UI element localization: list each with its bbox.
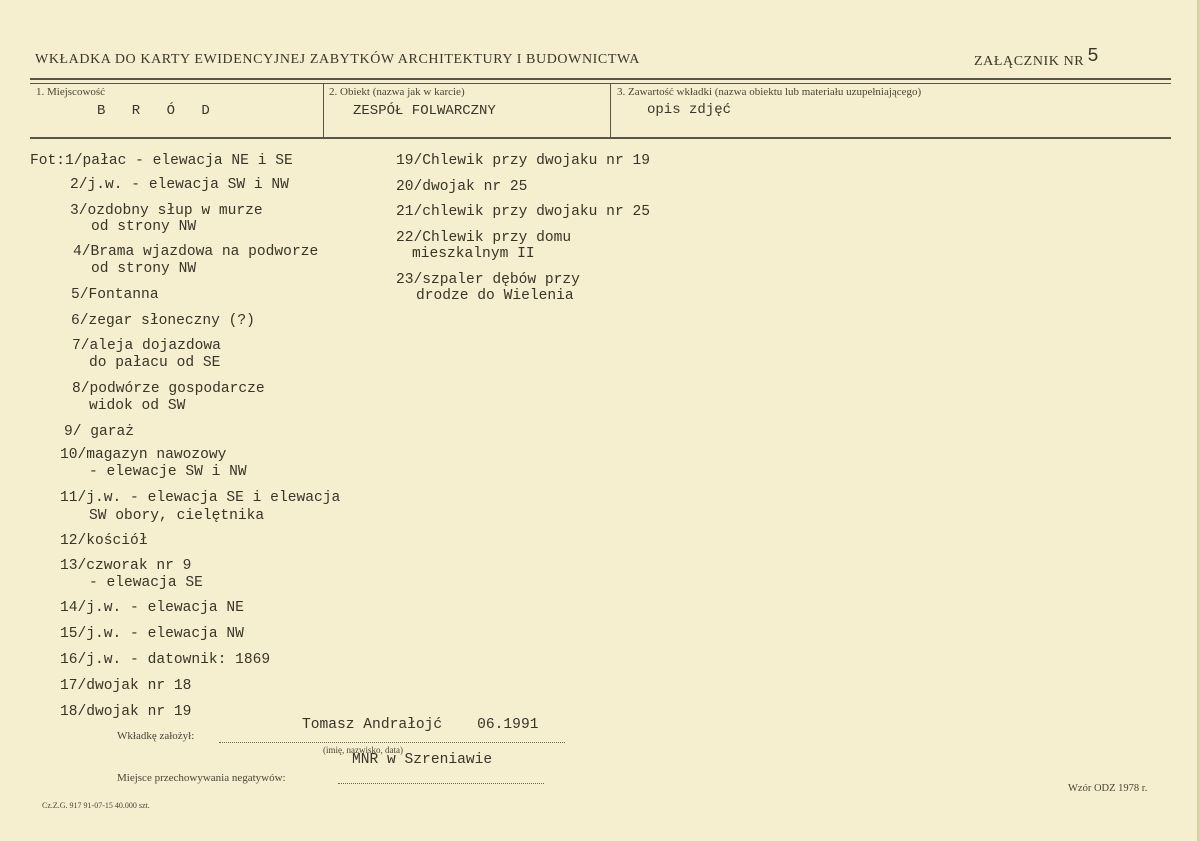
contents-value: opis zdjęć (647, 102, 732, 118)
created-by-label: Wkładkę założył: (117, 730, 195, 742)
object-label: 2. Obiekt (nazwa jak w karcie) (329, 86, 465, 98)
photo-entry-10-cont: - elewacje SW i NW (89, 464, 247, 480)
photo-entry-22-cont: mieszkalnym II (412, 246, 535, 262)
photo-entry-18: 18/dwojak nr 19 (60, 704, 192, 720)
print-code: Cz.Z.G. 917 91-07-15 40.000 szt. (42, 801, 150, 810)
photo-entry-23: 23/szpaler dębów przy (396, 272, 580, 288)
photo-entry-8-cont: widok od SW (89, 398, 186, 414)
field-divider-1 (323, 83, 324, 138)
created-by-caption: (imię, nazwisko, data) (323, 745, 403, 755)
form-title: WKŁADKA DO KARTY EWIDENCYJNEJ ZABYTKÓW ARCHITEKTURY I BUDOWNICTWA (35, 52, 640, 67)
photo-entry-11: 11/j.w. - elewacja SE i elewacja (60, 490, 341, 506)
storage-value: MNR w Szreniawie (352, 752, 493, 768)
locality-value: B R Ó D (97, 103, 219, 119)
photo-entry-4: 4/Brama wjazdowa na podworze (73, 244, 319, 260)
photo-entry-12: 12/kościół (60, 533, 148, 549)
contents-label: 3. Zawartość wkładki (nazwa obiektu lub materiału uzupełniającego) (617, 86, 922, 98)
photo-entry-21: 21/chlewik przy dwojaku nr 25 (396, 204, 650, 220)
photo-entry-6: 6/zegar słoneczny (?) (71, 313, 255, 329)
created-by-dotted-line (219, 742, 565, 743)
photo-entry-22: 22/Chlewik przy domu (396, 230, 572, 246)
photo-entry-5: 5/Fontanna (71, 287, 159, 303)
fields-rule-bottom (30, 137, 1171, 139)
photo-entry-20: 20/dwojak nr 25 (396, 179, 528, 195)
created-by-value: Tomasz Andrałojć 06.1991 (302, 717, 539, 733)
photo-entry-13-cont: - elewacja SE (89, 575, 203, 591)
photo-entry-8: 8/podwórze gospodarcze (72, 381, 265, 397)
header-rule-top (30, 78, 1171, 80)
photo-entry-1: Fot:1/pałac - elewacja NE i SE (30, 153, 293, 169)
photo-entry-9: 9/ garaż (64, 424, 135, 440)
photo-entry-15: 15/j.w. - elewacja NW (60, 626, 244, 642)
annex-number: 5 (1087, 45, 1100, 67)
photo-entry-7: 7/aleja dojazdowa (72, 338, 221, 354)
annex-label-text: ZAŁĄCZNIK NR (974, 54, 1085, 69)
storage-dotted-line (338, 783, 544, 784)
photo-entry-16: 16/j.w. - datownik: 1869 (60, 652, 271, 668)
header-rule-second (30, 83, 1171, 84)
field-divider-2 (610, 83, 611, 138)
photo-entry-13: 13/czworak nr 9 (60, 558, 192, 574)
photo-entry-4-cont: od strony NW (91, 261, 197, 277)
photo-entry-23-cont: drodze do Wielenia (416, 288, 574, 304)
locality-label: 1. Miejscowość (36, 86, 106, 98)
photo-entry-11-cont: SW obory, cielętnika (89, 508, 265, 524)
annex-label (974, 45, 1100, 71)
photo-entry-17: 17/dwojak nr 18 (60, 678, 192, 694)
photo-entry-14: 14/j.w. - elewacja NE (60, 600, 244, 616)
photo-entry-10: 10/magazyn nawozowy (60, 447, 227, 463)
photo-entry-2: 2/j.w. - elewacja SW i NW (70, 177, 289, 193)
storage-label: Miejsce przechowywania negatywów: (117, 772, 286, 784)
form-pattern: Wzór ODZ 1978 r. (1068, 783, 1148, 794)
photo-entry-3: 3/ozdobny słup w murze (70, 203, 263, 219)
object-value: ZESPÓŁ FOLWARCZNY (353, 103, 496, 119)
photo-entry-3-cont: od strony NW (91, 219, 197, 235)
photo-entry-19: 19/Chlewik przy dwojaku nr 19 (396, 153, 650, 169)
photo-entry-7-cont: do pałacu od SE (89, 355, 221, 371)
